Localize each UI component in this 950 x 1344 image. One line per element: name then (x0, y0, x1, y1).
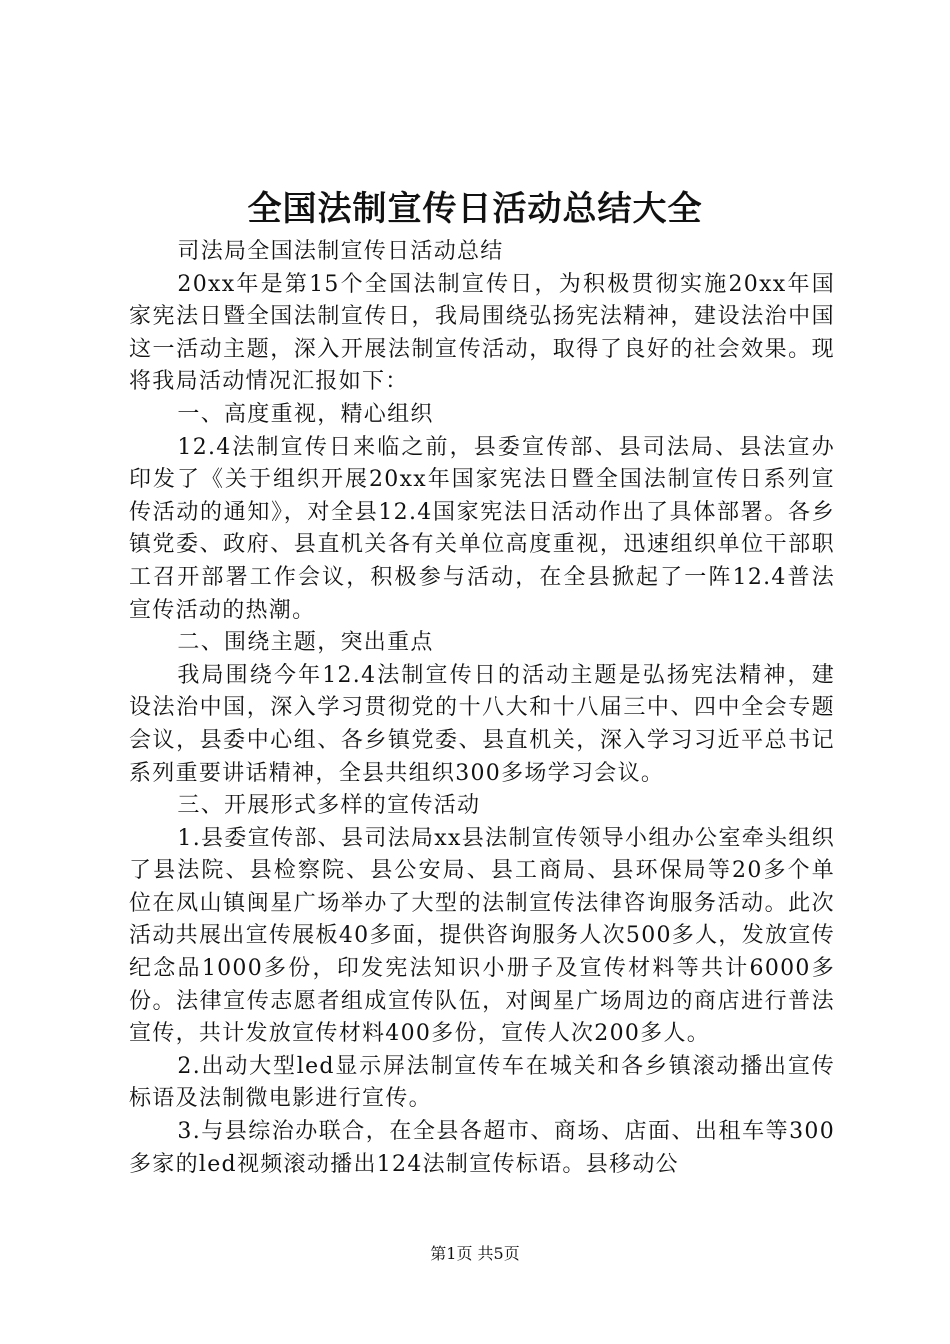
paragraph-section-2: 我局围绕今年12.4法制宣传日的活动主题是弘扬宪法精神，建设法治中国，深入学习贯彻党的十八大和十八届三中、四中全会专题会议，县委中心组、各乡镇党委、县直机关，深入学习习近平总书记系列重要讲话精神，全县共组织300多场学习会议。 (129, 662, 835, 786)
paragraph-subtitle: 司法局全国法制宣传日活动总结 (177, 239, 504, 264)
document-body (129, 236, 835, 1181)
section-heading-3: 三、开展形式多样的宣传活动 (177, 793, 481, 819)
document-title: 全国法制宣传日活动总结大全 (247, 189, 703, 229)
page-footer: 第1页 共5页 (430, 1244, 520, 1263)
section-heading-1: 一、高度重视，精心组织 (177, 401, 434, 427)
paragraph-item-3: 3.与县综治办联合，在全县各超市、商场、店面、出租车等300多家的led视频滚动播出124法制宣传标语。县移动公 (129, 1119, 835, 1177)
section-heading-2: 二、围绕主题，突出重点 (177, 630, 434, 656)
paragraph-item-2: 2.出动大型led显示屏法制宣传车在城关和各乡镇滚动播出宣传标语及法制微电影进行宣传。 (129, 1053, 835, 1112)
paragraph-intro: 20xx年是第15个全国法制宣传日，为积极贯彻实施20xx年国家宪法日暨全国法制宣传日，我局围绕弘扬宪法精神，建设法治中国这一活动主题，深入开展法制宣传活动，取得了良好的社会效果。现将我局活动情况汇报如下： (129, 271, 835, 395)
paragraph-section-1: 12.4法制宣传日来临之前，县委宣传部、县司法局、县法宣办印发了《关于组织开展20xx年国家宪法日暨全国法制宣传日系列宣传活动的通知》，对全县12.4国家宪法日活动作出了具体部署。各乡镇党委、政府、县直机关各有关单位高度重视，迅速组织单位干部职工召开部署工作会议，积极参与活动，在全县掀起了一阵12.4普法宣传活动的热潮。 (129, 434, 835, 623)
paragraph-item-1: 1.县委宣传部、县司法局xx县法制宣传领导小组办公室牵头组织了县法院、县检察院、县公安局、县工商局、县环保局等20多个单位在凤山镇闽星广场举办了大型的法制宣传法律咨询服务活动。此次活动共展出宣传展板40多面，提供咨询服务人次500多人，发放宣传纪念品1000多份，印发宪法知识小册子及宣传材料等共计6000多份。法律宣传志愿者组成宣传队伍，对闽星广场周边的商店进行普法宣传，共计发放宣传材料400多份，宣传人次200多人。 (129, 825, 835, 1047)
